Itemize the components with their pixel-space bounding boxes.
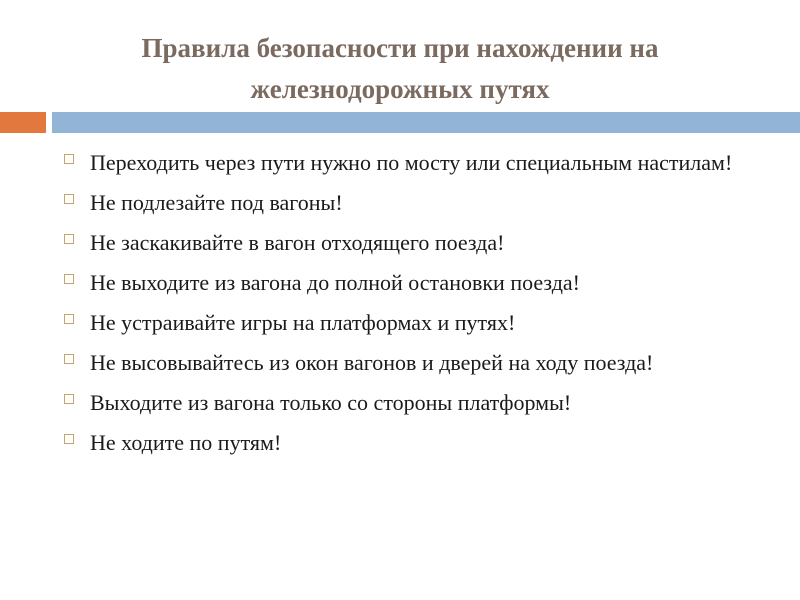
square-bullet-icon: [64, 434, 74, 444]
list-item: [62, 428, 782, 458]
list-item: [62, 308, 782, 338]
list-item-text: Не заскакивайте в вагон отходящего поезда!: [90, 230, 505, 255]
list-item: [62, 348, 782, 378]
slide-title-line-2: железнодорожных путях: [250, 74, 550, 104]
list-item-text: Не выходите из вагона до полной остановки поезда!: [90, 270, 580, 295]
list-item-text: Переходить через пути нужно по мосту или специальным настилам!: [90, 150, 733, 175]
slide-title: [60, 28, 740, 110]
list-item-text: Не ходите по путям!: [90, 430, 282, 455]
list-item: [62, 188, 782, 218]
list-item-text: Не высовывайтесь из окон вагонов и дверей на ходу поезда!: [90, 350, 654, 375]
accent-bar: [0, 112, 46, 133]
square-bullet-icon: [64, 394, 74, 404]
list-item-text: Не устраивайте игры на платформах и путях!: [90, 310, 516, 335]
list-item-text: Не подлезайте под вагоны!: [90, 190, 343, 215]
square-bullet-icon: [64, 154, 74, 164]
header-divider-bar: [52, 112, 800, 133]
square-bullet-icon: [64, 234, 74, 244]
list-item: [62, 228, 782, 258]
list-item-text: Выходите из вагона только со стороны платформы!: [90, 390, 572, 415]
square-bullet-icon: [64, 194, 74, 204]
safety-rules-list: [62, 148, 782, 468]
slide-title-line-1: Правила безопасности при нахождении на: [141, 33, 659, 63]
square-bullet-icon: [64, 314, 74, 324]
square-bullet-icon: [64, 274, 74, 284]
list-item: [62, 148, 782, 178]
square-bullet-icon: [64, 354, 74, 364]
list-item: [62, 268, 782, 298]
list-item: [62, 388, 782, 418]
